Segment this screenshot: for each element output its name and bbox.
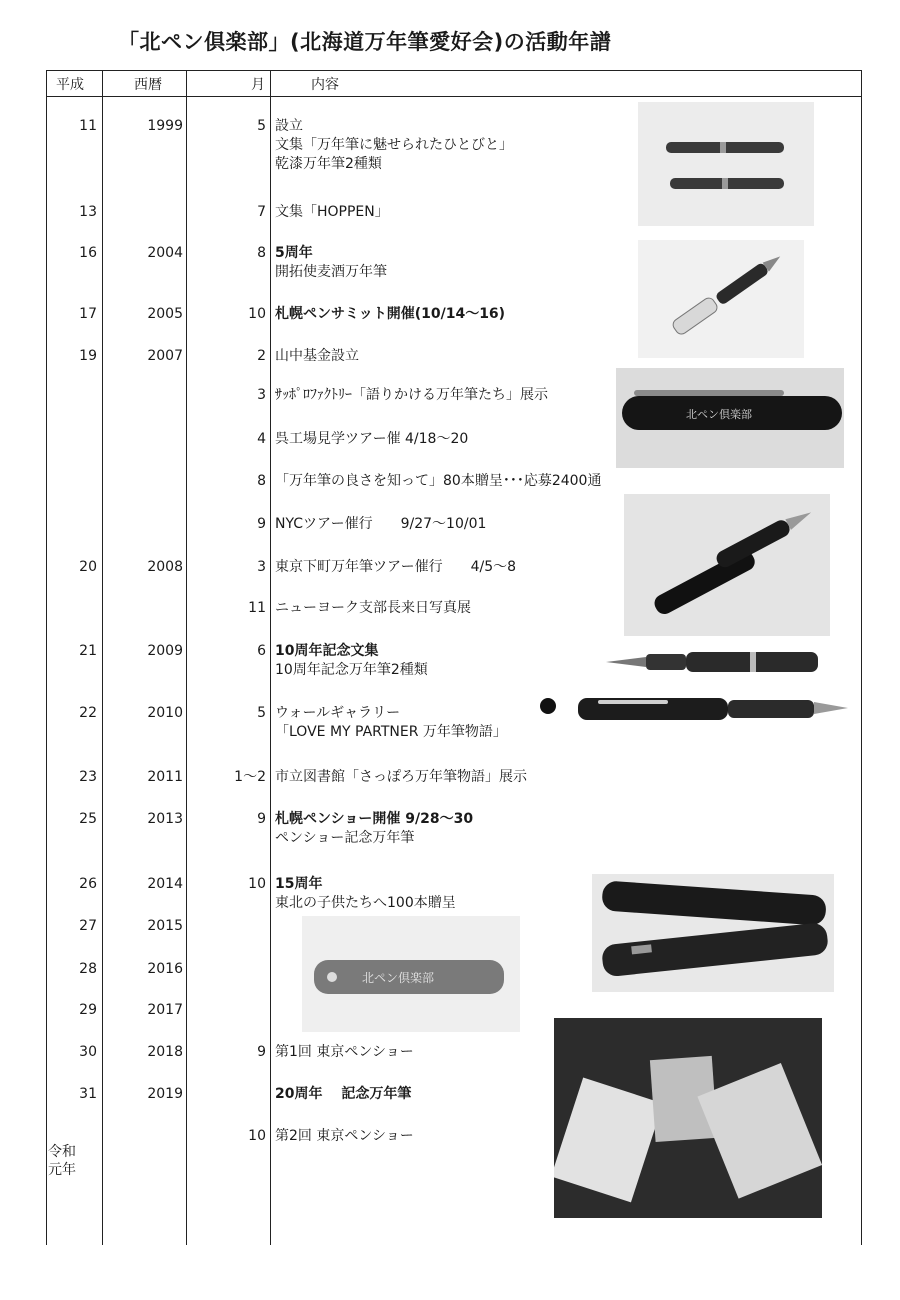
table-top-border — [46, 70, 862, 71]
cell-content-line: NYCツアー催行 9/27～10/01 — [275, 516, 487, 532]
cell-content-line: 文集「万年筆に魅せられたひとびと」 — [275, 137, 513, 153]
cell-year: 2010 — [147, 705, 183, 721]
cell-heisei: 25 — [79, 811, 97, 827]
cell-heisei: 11 — [79, 118, 97, 134]
cell-month: 3 — [257, 387, 266, 403]
cell-content-line: 第2回 東京ペンショー — [275, 1128, 414, 1144]
header-seireki: 西暦 — [134, 77, 162, 93]
cell-content-line: ニューヨーク支部長来日写真展 — [275, 600, 471, 616]
cell-content-line: 「万年筆の良さを知って」80本贈呈･･･応募2400通 — [275, 473, 602, 489]
cell-year: 2016 — [147, 961, 183, 977]
cell-heisei: 22 — [79, 705, 97, 721]
cell-month: 1～2 — [234, 769, 266, 785]
cell-heisei: 27 — [79, 918, 97, 934]
cell-month: 9 — [257, 1044, 266, 1060]
cell-month: 5 — [257, 705, 266, 721]
cell-year: 2011 — [147, 769, 183, 785]
cell-content-line: 市立図書館「さっぽろ万年筆物語」展示 — [275, 769, 527, 785]
cell-content-line: 15周年 — [275, 876, 323, 892]
cell-month: 9 — [257, 516, 266, 532]
photo-books-2019 — [554, 1018, 822, 1218]
cell-month: 3 — [257, 559, 266, 575]
col-divider — [270, 70, 271, 1245]
cell-heisei: 19 — [79, 348, 97, 364]
table-header-border — [46, 96, 862, 97]
photo-pen-2014-red — [302, 916, 520, 1032]
cell-content-line: 札幌ペンサミット開催(10/14～16) — [275, 306, 506, 322]
photo-pen-2007-nyc — [624, 494, 830, 636]
col-divider — [861, 70, 862, 1245]
cell-era-year: 元年 — [48, 1162, 76, 1178]
photo-pen-2004 — [638, 240, 804, 358]
cell-content-line: 「LOVE MY PARTNER 万年筆物語」 — [275, 724, 507, 740]
cell-month: 7 — [257, 204, 266, 220]
cell-month: 6 — [257, 643, 266, 659]
col-divider — [186, 70, 187, 1245]
cell-content-line: 開拓使麦酒万年筆 — [275, 264, 387, 280]
cell-year: 2019 — [147, 1086, 183, 1102]
cell-heisei: 21 — [79, 643, 97, 659]
header-month: 月 — [251, 77, 265, 93]
cell-month: 4 — [257, 431, 266, 447]
cell-month: 10 — [248, 876, 266, 892]
cell-month: 9 — [257, 811, 266, 827]
photo-pen-2007-engraved — [616, 368, 844, 468]
cell-content-line: 設立 — [275, 118, 303, 134]
cell-content-line: 第1回 東京ペンショー — [275, 1044, 414, 1060]
cell-era: 令和 — [48, 1144, 76, 1160]
cell-content-line: 10周年記念万年筆2種類 — [275, 662, 428, 678]
cell-year: 2009 — [147, 643, 183, 659]
cell-heisei: 23 — [79, 769, 97, 785]
cell-year: 1999 — [147, 118, 183, 134]
cell-content-line: 呉工場見学ツアー催 4/18～20 — [275, 431, 469, 447]
cell-heisei: 17 — [79, 306, 97, 322]
col-divider — [102, 70, 103, 1245]
cell-month: 10 — [248, 306, 266, 322]
cell-heisei: 30 — [79, 1044, 97, 1060]
cell-content-line: 5周年 — [275, 245, 313, 261]
cell-content-line: 札幌ペンショー開催 9/28～30 — [275, 811, 474, 827]
photo-pens-2014 — [592, 874, 834, 992]
svg-text:北ペン倶楽部: 北ペン倶楽部 — [362, 971, 435, 985]
cell-heisei: 31 — [79, 1086, 97, 1102]
cell-content-line: 20周年 記念万年筆 — [275, 1086, 412, 1102]
cell-heisei: 13 — [79, 204, 97, 220]
cell-year: 2014 — [147, 876, 183, 892]
cell-month: 10 — [248, 1128, 266, 1144]
cell-heisei: 26 — [79, 876, 97, 892]
cell-year: 2015 — [147, 918, 183, 934]
header-content: 内容 — [311, 77, 339, 93]
cell-month: 5 — [257, 118, 266, 134]
cell-content-line: 東京下町万年筆ツアー催行 4/5～8 — [275, 559, 517, 575]
cell-content-line: ウォールギャラリー — [275, 705, 401, 721]
cell-heisei: 29 — [79, 1002, 97, 1018]
cell-content-line: 乾漆万年筆2種類 — [275, 156, 382, 172]
cell-month: 8 — [257, 473, 266, 489]
cell-year: 2013 — [147, 811, 183, 827]
cell-heisei: 16 — [79, 245, 97, 261]
cell-content-line: 山中基金設立 — [275, 348, 359, 364]
header-heisei: 平成 — [56, 77, 84, 93]
cell-year: 2008 — [147, 559, 183, 575]
col-divider — [46, 70, 47, 1245]
cell-content-line: 文集「HOPPEN」 — [275, 204, 389, 220]
cell-content-line: ペンショー記念万年筆 — [275, 830, 415, 846]
cell-month: 11 — [248, 600, 266, 616]
cell-content-line: 10周年記念文集 — [275, 643, 379, 659]
cell-year: 2004 — [147, 245, 183, 261]
cell-year: 2018 — [147, 1044, 183, 1060]
photo-pen-2010 — [534, 686, 850, 730]
cell-heisei: 20 — [79, 559, 97, 575]
photo-pen-2009 — [600, 644, 832, 680]
cell-year: 2005 — [147, 306, 183, 322]
cell-content-line: ｻｯﾎﾟﾛﾌｧｸﾄﾘｰ「語りかける万年筆たち」展示 — [275, 387, 548, 403]
cell-content-line: 東北の子供たちへ100本贈呈 — [275, 895, 456, 911]
page-title: 「北ペン倶楽部」(北海道万年筆愛好会)の活動年譜 — [118, 30, 612, 54]
cell-year: 2007 — [147, 348, 183, 364]
cell-heisei: 28 — [79, 961, 97, 977]
cell-month: 2 — [257, 348, 266, 364]
cell-month: 8 — [257, 245, 266, 261]
svg-text:北ペン倶楽部: 北ペン倶楽部 — [686, 408, 752, 421]
photo-pens-1999 — [638, 102, 814, 226]
cell-year: 2017 — [147, 1002, 183, 1018]
